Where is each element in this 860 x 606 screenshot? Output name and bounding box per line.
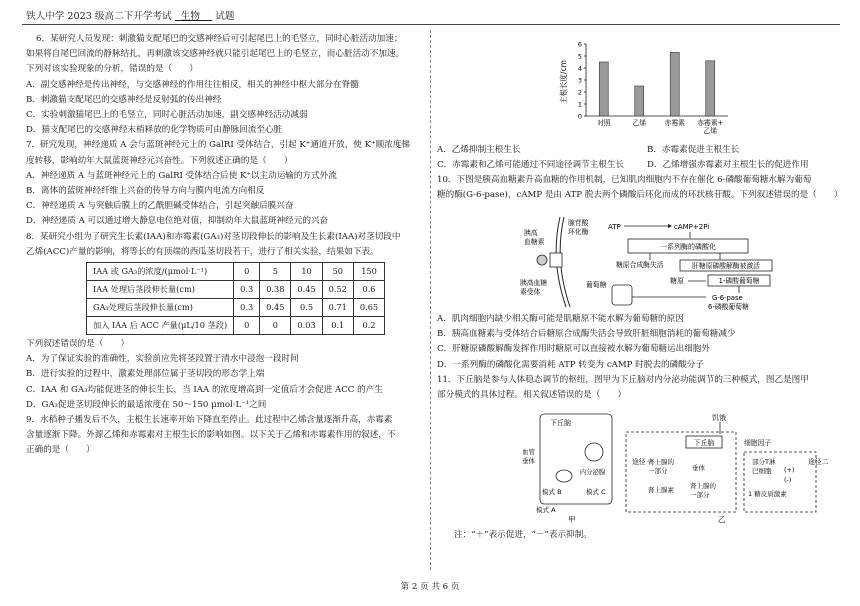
table-cell: 0.3 bbox=[234, 281, 260, 299]
adenylate-cyclase-label: 腺苷酸 bbox=[568, 219, 589, 227]
question-6 bbox=[26, 32, 424, 138]
chart-y-tick-label: 5 bbox=[577, 52, 582, 61]
table-cell: GA₃处理后茎段伸长量(cm) bbox=[87, 299, 234, 317]
mode-a-label: 模式 A bbox=[536, 506, 556, 514]
cascade-label: 一系列酶的磷酸化 bbox=[660, 243, 716, 251]
g1p-label: 1-磷酸葡萄糖 bbox=[718, 277, 760, 285]
q9-option-d: D．乙烯增强赤霉素对主根生长的促进作用 bbox=[647, 160, 809, 170]
table-cell: 0.38 bbox=[260, 281, 291, 299]
question-7 bbox=[26, 138, 424, 229]
adrenal-cortex-label: 肾上腺的 bbox=[690, 482, 716, 490]
q10-line: 糖的酶(G-6-pase)，cAMP 是由 ATP 脱去两个磷酸后环化而成的环状核苷酸。下列叙述错误的是（ ） bbox=[437, 190, 843, 201]
mode-c-label: 模式 C bbox=[586, 488, 606, 496]
q10-line: 10．下图是胰高血糖素升高血糖的作用机制，已知肌肉细胞内不存在催化 6-磷酸葡萄糖水解为葡萄 bbox=[437, 175, 812, 185]
mode-b-label: 模式 B bbox=[542, 488, 562, 496]
table-row bbox=[87, 281, 385, 299]
table-cell: IAA 处理后茎段伸长量(cm) bbox=[87, 281, 234, 299]
vessel-label: 血管 bbox=[522, 448, 535, 456]
g6p-label: 6-磷酸葡萄糖 bbox=[708, 303, 749, 311]
table-cell: 0 bbox=[234, 263, 260, 281]
inhibit-sign: (-) bbox=[784, 476, 792, 484]
transporter-shape bbox=[612, 285, 632, 305]
q10-option-d: D．一系列酶的磷酸化需要消耗 ATP 转变为 cAMP 时脱去的磷酸分子 bbox=[437, 359, 704, 370]
table-cell: IAA 或 GA₃的浓度/(μmol·L⁻¹) bbox=[87, 263, 234, 281]
q9-option-b: B．赤霉素促进主根生长 bbox=[647, 145, 740, 155]
adrenal-medulla-label: 肾上腺的 bbox=[648, 458, 674, 466]
gland-shape bbox=[585, 443, 603, 461]
q11-line: 11．下丘脑是参与人体稳态调节的枢纽，图甲为下丘脑对内分泌功能调节的三种模式，图乙是图甲 bbox=[437, 374, 809, 385]
q6-option-c: C．实验刺激猫尾巴上的毛竖立，同时心脏活动加速，副交感神经活动减弱 bbox=[26, 110, 308, 121]
table-cell: 0.03 bbox=[291, 317, 322, 335]
receptor-shape bbox=[550, 253, 562, 267]
q6-option-d: D．猫支配尾巴的交感神经末梢释放的化学物质可由静脉回流至心脏 bbox=[26, 125, 283, 136]
q8-line: 乙烯(ACC)产量的影响，将等长的有顶端的西瓜茎切段若干，进行了相关实验，结果如下表。 bbox=[26, 246, 379, 257]
table-cell: 0.45 bbox=[260, 299, 291, 317]
table-cell: 0.52 bbox=[322, 281, 353, 299]
adenylate-cyclase-label: 环化酶 bbox=[568, 228, 589, 236]
left-column bbox=[26, 32, 424, 459]
table-row bbox=[87, 317, 385, 335]
chart-category-label: 赤霉素+ bbox=[697, 119, 724, 127]
t-cell-label: 巴细胞 bbox=[752, 467, 772, 475]
epinephrine-label: 肾上腺素 bbox=[648, 486, 674, 494]
g6pase-label: G-6-pase bbox=[712, 294, 743, 302]
table-cell: 0.45 bbox=[291, 281, 322, 299]
q7-option-c: C．神经递质 A 与突触后膜上的乙酰胆碱受体结合，引起突触后膜兴奋 bbox=[26, 201, 294, 212]
column-divider bbox=[430, 30, 431, 570]
camp-label: cAMP+2Pi bbox=[674, 223, 710, 231]
table-cell: 0 bbox=[260, 317, 291, 335]
q8-option-b: B．进行实验的过程中，激素处理部位属于茎切段的形态学上端 bbox=[26, 369, 265, 380]
q6-line: 6．某研究人员发现：刺激猫支配尾巴的交感神经后可引起尾巴上的毛竖立，同时心脏活动加速； bbox=[36, 34, 403, 44]
chart-category-label: 对照 bbox=[596, 119, 611, 127]
figure-11-yi bbox=[624, 412, 829, 524]
q6-line: 如果将自尾巴回流的静脉结扎，再刺激该交感神经就只能引起尾巴上的毛竖立，而心脏活动不加速。 bbox=[26, 49, 405, 60]
right-column bbox=[437, 32, 843, 203]
figure-jia-caption: 甲 bbox=[568, 515, 576, 524]
question-8 bbox=[26, 230, 424, 413]
exam-header bbox=[26, 8, 234, 22]
q8-option-d: D．GA₃促进茎切段伸长的最适浓度在 50～150 μmol·L⁻¹之间 bbox=[26, 399, 267, 410]
table-row bbox=[87, 263, 385, 281]
header-suffix: 试题 bbox=[215, 11, 235, 22]
table-cell: 0.65 bbox=[353, 299, 384, 317]
figure-yi-caption: 乙 bbox=[718, 515, 726, 524]
table-cell: 50 bbox=[322, 263, 353, 281]
q10-option-c: C．肝糖原磷酸解酶发挥作用时糖原可以直接被水解为葡萄糖运出细胞外 bbox=[437, 344, 710, 355]
q10-options bbox=[437, 312, 839, 403]
q8-line: 下列叙述错误的是（ ） bbox=[26, 339, 130, 350]
q10-option-a: A．肌肉细胞内缺少相关酶可能是肌糖原不能水解为葡萄糖的原因 bbox=[437, 314, 684, 324]
chart-y-tick-label: 1 bbox=[577, 100, 582, 109]
atp-label: ATP bbox=[608, 223, 621, 231]
receptor-label: 素受体 bbox=[520, 288, 541, 296]
pathway-1-label: 途径一 bbox=[632, 458, 653, 466]
synthase-label: 糖原合成酶失活 bbox=[616, 261, 664, 269]
chart-y-tick-label: 0 bbox=[577, 112, 582, 121]
q7-option-b: B．离体的蓝斑神经纤维上兴奋的传导方向与膜内电流方向相反 bbox=[26, 186, 265, 197]
adrenal-medulla-label: 一部分 bbox=[648, 467, 668, 475]
q8-option-c: C．IAA 和 GA₃均能促进茎的伸长生长，当 IAA 的浓度增高到一定值后才会促进 ACC 的产生 bbox=[26, 384, 383, 395]
glucagon-molecule bbox=[537, 255, 547, 265]
q9-line: 9．水稻种子播发后不久，主根生长速率开始下降直至停止。此过程中乙烯含量逐渐升高，赤霉素 bbox=[26, 415, 393, 426]
header-prefix: 铁人中学 2023 级高二下开学考试 bbox=[26, 11, 172, 22]
receptor-label: 胰高血糖 bbox=[520, 279, 548, 287]
cytokine-label: 细胞因子 bbox=[744, 439, 772, 447]
q7-option-a: A．神经递质 A 与蓝斑神经元上的 GalRI 受体结合后使 K⁺以主动运输的方式外流 bbox=[26, 170, 337, 181]
hunger-label: 饥饿 bbox=[712, 414, 726, 422]
table-cell: 0.1 bbox=[322, 317, 353, 335]
table-cell: 5 bbox=[260, 263, 291, 281]
legend-note: 注：“＋”表示促进，“－”表示抑制。 bbox=[454, 530, 592, 540]
q7-line: 7．研究发现，神经递质 A 会与蓝斑神经元上的 GalRI 受体结合，引起 K⁺通道开放，使 K⁺顺浓度梯 bbox=[26, 140, 410, 151]
glycogen-label: 糖原 bbox=[670, 277, 684, 285]
q6-option-b: B．刺激猫支配尾巴的交感神经是反射弧的传出神经 bbox=[26, 94, 222, 105]
table-row bbox=[87, 299, 385, 317]
arrowhead bbox=[668, 224, 672, 228]
glucose-label: 葡萄糖 bbox=[586, 281, 607, 289]
q9-option-c: C．赤霉素和乙烯可能通过不同途径调节主根生长 bbox=[437, 160, 625, 170]
glucagon-label: 胰高 bbox=[524, 229, 538, 237]
glucagon-label: 血糖素 bbox=[524, 238, 545, 246]
glucocorticoid-label: 1 糖皮质激素 bbox=[748, 490, 787, 498]
t-cell-label: 部分T淋 bbox=[752, 458, 776, 466]
page-footer: 第 2 页 共 6 页 bbox=[400, 582, 460, 592]
pituitary-label: 垂体 bbox=[692, 464, 705, 472]
table-cell: 加入 IAA 后 ACC 产量(μL/10 茎段) bbox=[87, 317, 234, 335]
header-rule bbox=[22, 24, 840, 25]
gland-label: 内分泌腺 bbox=[580, 469, 606, 476]
table-cell: 0 bbox=[234, 317, 260, 335]
pituitary-shape bbox=[556, 470, 572, 482]
glucagon-mechanism-figure bbox=[520, 215, 780, 310]
chart-y-tick-label: 4 bbox=[577, 64, 582, 73]
question-10 bbox=[437, 173, 843, 203]
q6-line: 下列对该实验现象的分析，错误的是（ ） bbox=[26, 64, 198, 75]
table-cell: 0.3 bbox=[234, 299, 260, 317]
pathway-2-label: 途径二 bbox=[808, 458, 829, 466]
q8-option-a: A．为了保证实验的准确性，实验前应先将茎段置于清水中浸泡一段时间 bbox=[26, 354, 299, 365]
figure-11-jia bbox=[520, 412, 620, 524]
chart-category-label: 赤霉素 bbox=[664, 119, 685, 127]
chart-y-axis-label: 主根长度/cm bbox=[559, 60, 568, 104]
hypothalamus-label: 下丘脑 bbox=[550, 419, 571, 427]
data-table bbox=[86, 262, 385, 335]
q7-line: 度转移，影响幼年大鼠蓝斑神经元兴奋性。下列叙述正确的是（ ） bbox=[26, 155, 293, 166]
table-cell: 10 bbox=[291, 263, 322, 281]
table-cell: 0.5 bbox=[291, 299, 322, 317]
chart-y-tick-label: 3 bbox=[577, 76, 582, 85]
question-9 bbox=[26, 413, 424, 459]
table-cell: 0.2 bbox=[353, 317, 384, 335]
chart-category-label: 乙烯 bbox=[632, 119, 647, 127]
q9-option-a: A．乙烯抑制主根生长 bbox=[437, 145, 521, 155]
q10-option-b: B．胰高血糖素与受体结合后糖原合成酶失活会导致肝脏细胞消耗的葡萄糖减少 bbox=[437, 329, 736, 340]
q6-option-a: A．副交感神经是传出神经，与交感神经的作用往往相反，相关的神经中枢大部分在脊髓 bbox=[26, 79, 359, 90]
chart-y-tick-label: 6 bbox=[577, 40, 582, 49]
q9-line: 正确的是（ ） bbox=[26, 445, 95, 456]
chart-category-label: 乙烯 bbox=[703, 127, 718, 135]
q9-line: 含量逐渐下降。外源乙烯和赤霉素对主根生长的影响如图。以下关于乙烯和赤霉素作用的叙述，不 bbox=[26, 430, 396, 441]
q7-option-d: D．神经递质 A 可以通过增大静息电位绝对值，抑制幼年大鼠蓝斑神经元的兴奋 bbox=[26, 216, 329, 227]
table-cell: 150 bbox=[353, 263, 384, 281]
phosphorylase-label: 肝糖原磷酸解酶被激活 bbox=[692, 262, 760, 270]
question-11 bbox=[437, 373, 839, 403]
promote-sign: (+) bbox=[784, 466, 795, 474]
table-cell: 0.6 bbox=[353, 281, 384, 299]
q9-options bbox=[437, 143, 839, 173]
hypothalamus-label: 下丘脑 bbox=[693, 439, 715, 447]
q11-line: 部分模式的具体过程。相关叙述错误的是（ ） bbox=[437, 390, 627, 401]
q8-line: 8．某研究小组为了研究生长素(IAA)和赤霉素(GA₃)对茎切段伸长的影响及生长素(IAA)对茎切段中 bbox=[26, 231, 401, 242]
adrenal-cortex-label: 一部分 bbox=[690, 491, 710, 499]
header-subject: 生物 bbox=[180, 11, 200, 22]
pituitary-label: 垂体 bbox=[522, 457, 535, 465]
chart-y-tick-label: 2 bbox=[577, 88, 582, 97]
table-cell: 0.71 bbox=[322, 299, 353, 317]
